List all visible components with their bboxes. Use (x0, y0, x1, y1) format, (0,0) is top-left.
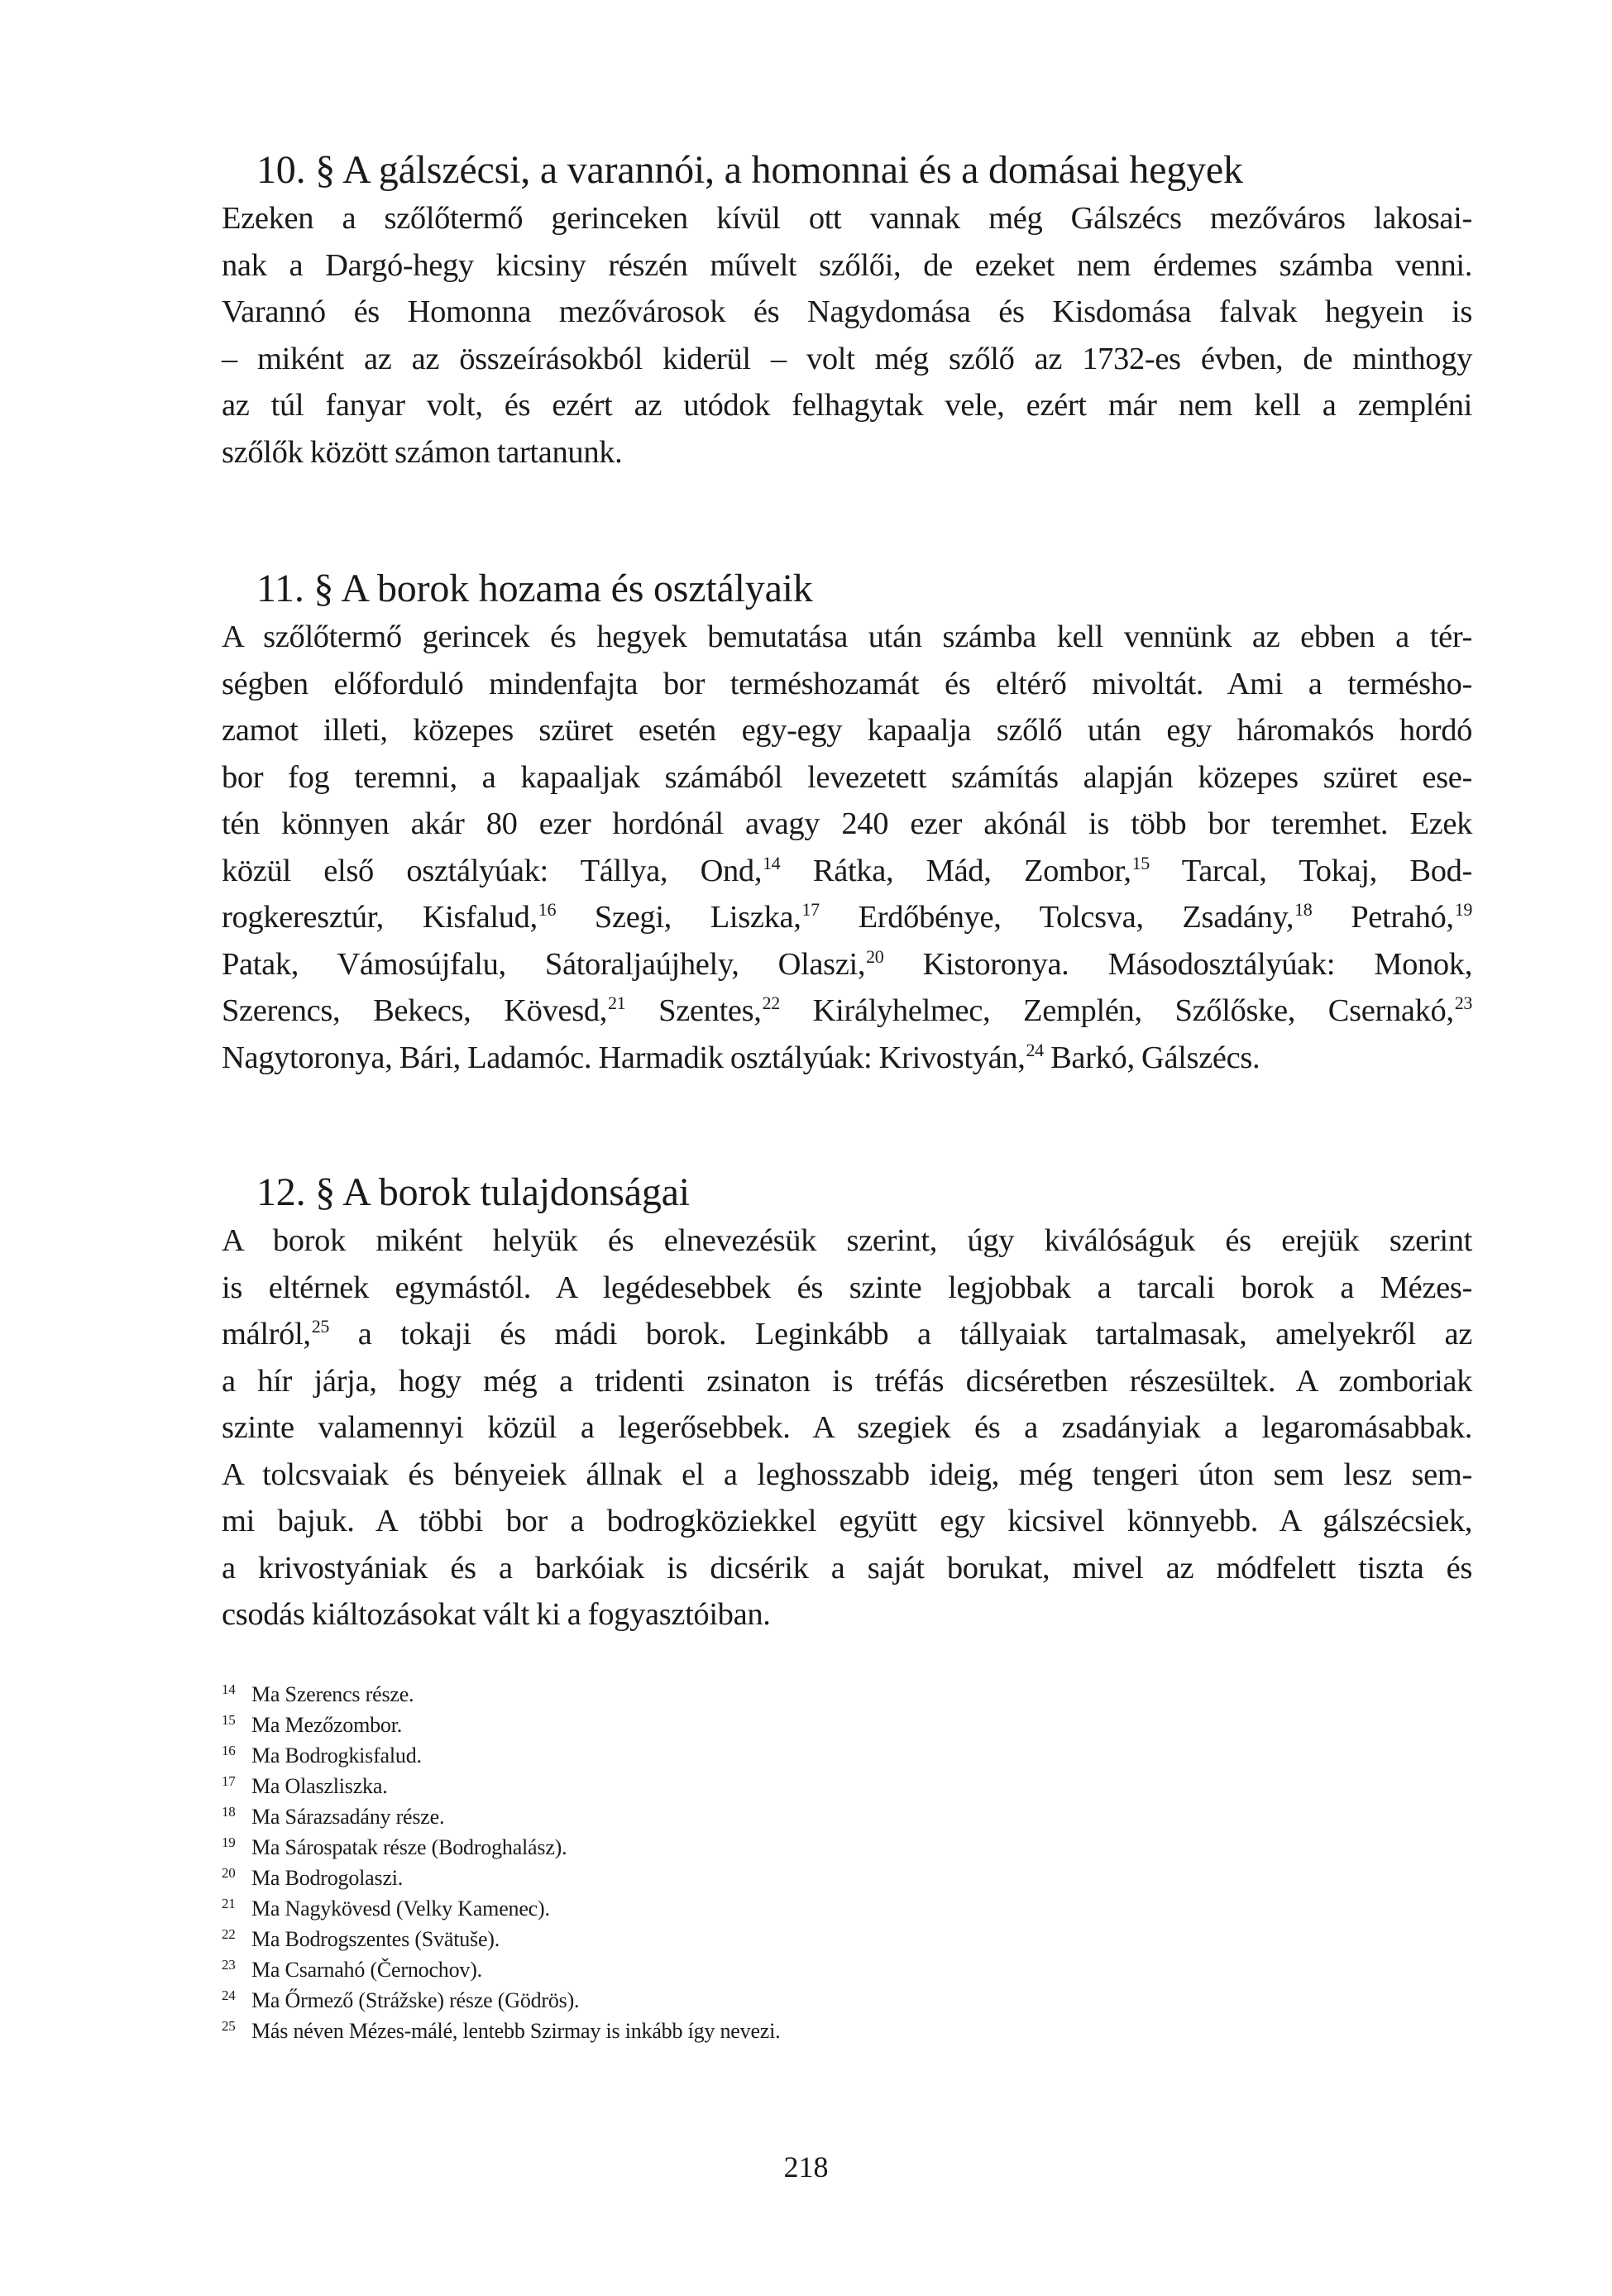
footnote-marker[interactable]: 21 (608, 993, 626, 1013)
text-run: Rátka, Mád, Zombor, (780, 853, 1131, 888)
text-run: A borok miként helyük és elnevezésük szerint, úgy kiválóságuk és erejük szerint (222, 1223, 1472, 1258)
footnote-item: 25 Más néven Mézes-málé, lentebb Szirmay is inkább így nevezi. (222, 2018, 781, 2043)
text-line (222, 336, 1472, 383)
text-line (222, 1311, 1472, 1358)
text-line (222, 614, 1472, 661)
footnote-marker[interactable]: 15 (1131, 852, 1150, 873)
page-number: 218 (783, 2150, 829, 2184)
text-run: szőlők között számon tartanunk. (222, 434, 623, 470)
text-run: mi bajuk. A többi bor a bodrogköziekkel együtt egy kicsivel könnyebb. A gálszécsiek, (222, 1504, 1472, 1538)
text-run: Barkó, Gálszécs. (1043, 1040, 1260, 1075)
text-run: ségben előforduló mindenfajta bor terméshozamát és eltérő mivoltát. Ami a termésho- (222, 666, 1472, 701)
text-line (222, 1452, 1472, 1499)
footnote-item: 24 Ma Őrmező (Strážske) része (Gödrös). (222, 1987, 580, 2012)
footnote-text: Ma Bodrogolaszi. (251, 1866, 404, 1890)
footnotes (222, 1679, 1131, 2046)
text-run: nak a Dargó-hegy kicsiny részén művelt szőlői, de ezeket nem érdemes számba venni. (222, 247, 1472, 283)
footnote-item: 15 Ma Mezőzombor. (222, 1712, 403, 1737)
footnote-text: Ma Őrmező (Strážske) része (Gödrös). (251, 1988, 580, 2012)
text-run: zamot illeti, közepes szüret esetén egy-egy kapaalja szőlő után egy háromakós hordó (222, 713, 1472, 748)
footnote-item: 18 Ma Sárazsadány része. (222, 1804, 445, 1829)
footnote-item: 17 Ma Olaszliszka. (222, 1773, 388, 1798)
text-run: Szegi, Liszka, (556, 900, 801, 935)
text-run: csodás kiáltozásokat vált ki a fogyasztóiban. (222, 1597, 771, 1632)
text-line (222, 1358, 1472, 1405)
section-heading: 11. § A borok hozama és osztályaik (256, 567, 813, 610)
text-line (222, 195, 1472, 242)
footnote-item: 21 Ma Nagykövesd (Velky Kamenec). (222, 1896, 550, 1921)
text-line (222, 289, 1472, 336)
text-line (222, 1265, 1472, 1312)
text-line (222, 754, 1472, 801)
text-line (222, 661, 1472, 708)
footnote-item: 20 Ma Bodrogolaszi. (222, 1865, 404, 1890)
section-heading: 12. § A borok tulajdonságai (256, 1170, 690, 1214)
footnote-marker[interactable]: 14 (763, 852, 781, 873)
text-line (222, 382, 1472, 429)
footnote-marker[interactable]: 23 (1454, 993, 1472, 1013)
text-run: az túl fanyar volt, és ezért az utódok felhagytak vele, ezért már nem kell a zempléni (222, 388, 1472, 423)
footnote-text: Ma Bodrogszentes (Svätuše). (251, 1927, 500, 1951)
footnote-marker[interactable]: 25 (311, 1316, 329, 1337)
text-line (222, 1217, 1472, 1265)
footnote-item: 19 Ma Sárospatak része (Bodroghalász). (222, 1834, 567, 1859)
section-heading: 10. § A gálszécsi, a varannói, a homonnai és a domásai hegyek (256, 148, 1243, 192)
text-run: Petrahó, (1312, 900, 1454, 935)
text-run: Erdőbénye, Tolcsva, Zsadány, (819, 900, 1294, 935)
text-run: málról, (222, 1317, 311, 1351)
footnote-text: Ma Sárospatak része (Bodroghalász). (251, 1835, 567, 1859)
footnote-item: 16 Ma Bodrogkisfalud. (222, 1743, 422, 1767)
footnote-marker[interactable]: 24 (1026, 1039, 1044, 1060)
text-line (222, 429, 1472, 476)
section-body (222, 195, 1472, 476)
footnote-marker[interactable]: 19 (1454, 899, 1472, 920)
text-line (222, 988, 1472, 1035)
text-run: tén könnyen akár 80 ezer hordónál avagy 240 ezer akónál is több bor teremhet. Ezek (222, 806, 1472, 841)
text-run: közül első osztályúak: Tállya, Ond, (222, 853, 763, 888)
footnote-marker[interactable]: 17 (801, 899, 820, 920)
text-line (222, 707, 1472, 754)
text-run: a tokaji és mádi borok. Leginkább a tállyaiak tartalmasak, amelyekről az (329, 1317, 1472, 1351)
text-line (222, 848, 1472, 895)
text-run: bor fog teremni, a kapaaljak számából levezetett számítás alapján közepes szüret ese- (222, 759, 1472, 795)
footnote-text: Ma Olaszliszka. (251, 1774, 388, 1798)
footnote-text: Ma Csarnahó (Černochov). (251, 1958, 482, 1982)
text-run: is eltérnek egymástól. A legédesebbek és szinte legjobbak a tarcali borok a Mézes- (222, 1270, 1472, 1305)
text-line (222, 801, 1472, 848)
text-line (222, 1498, 1472, 1545)
text-run: a krivostyániak és a barkóiak is dicsérik a saját borukat, mivel az módfelett tiszta és (222, 1550, 1472, 1586)
text-run: Királyhelmec, Zemplén, Szőlőske, Csernakó, (779, 993, 1454, 1028)
footnote-item: 23 Ma Csarnahó (Černochov). (222, 1957, 482, 1982)
text-run: Ezeken a szőlőtermő gerinceken kívül ott vannak még Gálszécs mezőváros lakosai- (222, 201, 1472, 236)
text-line (222, 1404, 1472, 1452)
footnote-marker[interactable]: 18 (1294, 899, 1313, 920)
text-run: A tolcsvaiak és bényeiek állnak el a leghosszabb ideig, még tengeri úton sem lesz sem- (222, 1457, 1472, 1492)
section-10 (222, 146, 1472, 476)
footnote-text: Ma Nagykövesd (Velky Kamenec). (251, 1897, 550, 1921)
text-run: Kistoronya. Másodosztályúak: Monok, (883, 946, 1472, 982)
footnote-text: Ma Mezőzombor. (251, 1713, 403, 1737)
footnote-text: Ma Sárazsadány része. (251, 1805, 445, 1829)
text-run: Szentes, (625, 993, 762, 1028)
footnote-text: Ma Bodrogkisfalud. (251, 1744, 422, 1767)
text-line (222, 1591, 1472, 1638)
footnote-marker[interactable]: 22 (762, 993, 780, 1013)
text-run: Nagytoronya, Bári, Ladamóc. Harmadik osztályúak: Krivostyán, (222, 1040, 1026, 1075)
text-run: a hír járja, hogy még a tridenti zsinaton is tréfás dicséretben részesültek. A zomboriak (222, 1363, 1472, 1399)
section-body (222, 614, 1472, 1081)
footnote-text: Más néven Mézes-málé, lentebb Szirmay is inkább így nevezi. (251, 2019, 781, 2043)
section-body (222, 1217, 1472, 1638)
text-line (222, 1035, 1472, 1082)
text-run: – miként az az összeírásokból kiderül – volt még szőlő az 1732-es évben, de minthogy (222, 341, 1472, 376)
text-run: Szerencs, Bekecs, Kövesd, (222, 993, 608, 1028)
text-line (222, 894, 1472, 941)
footnote-text: Ma Szerencs része. (251, 1682, 414, 1706)
text-run: rogkeresztúr, Kisfalud, (222, 900, 538, 935)
footnote-marker[interactable]: 16 (538, 899, 557, 920)
text-run: Tarcal, Tokaj, Bod- (1149, 853, 1472, 888)
footnote-item: 14 Ma Szerencs része. (222, 1681, 414, 1706)
text-line (222, 1545, 1472, 1592)
section-12 (222, 1168, 1472, 1638)
footnote-marker[interactable]: 20 (866, 945, 884, 967)
text-run: A szőlőtermő gerincek és hegyek bemutatása után számba kell vennünk az ebben a tér- (222, 619, 1472, 654)
text-run: Patak, Vámosújfalu, Sátoraljaújhely, Olaszi, (222, 946, 866, 982)
text-line (222, 941, 1472, 988)
text-run: szinte valamennyi közül a legerősebbek. A szegiek és a zsadányiak a legaromásabbak. (222, 1410, 1472, 1445)
footnote-item: 22 Ma Bodrogszentes (Svätuše). (222, 1926, 500, 1951)
text-line (222, 242, 1472, 289)
text-run: Varannó és Homonna mezővárosok és Nagydomása és Kisdomása falvak hegyein is (222, 294, 1472, 329)
section-11 (222, 564, 1472, 1081)
